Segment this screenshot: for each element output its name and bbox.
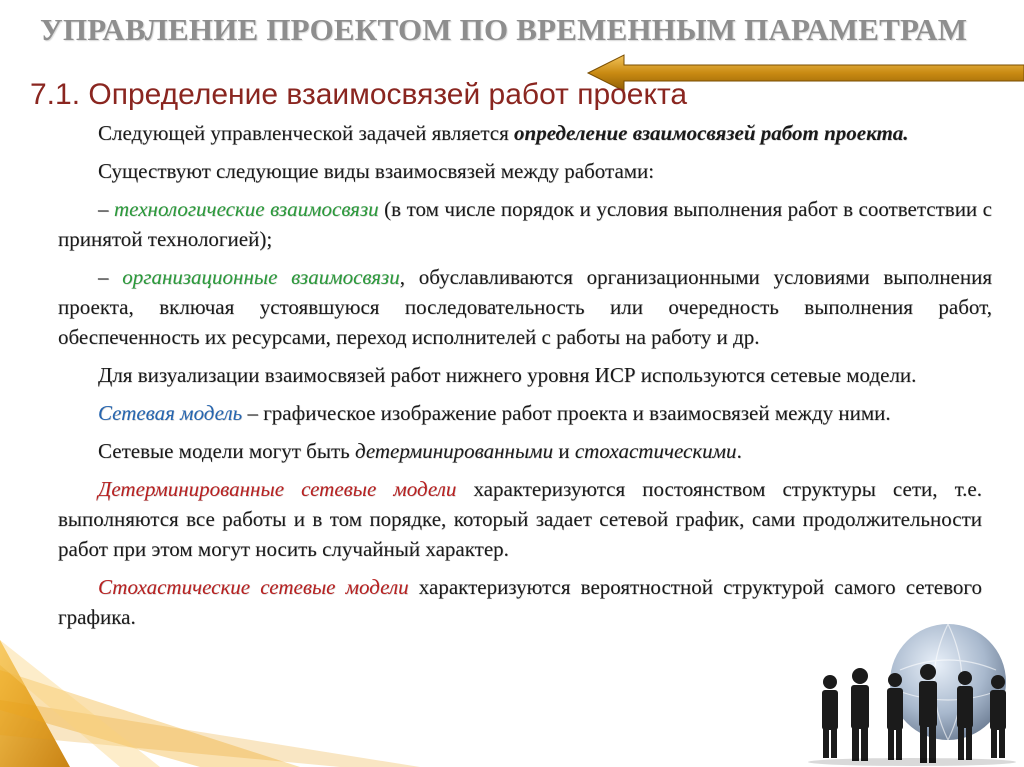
- text-run: характеризуются постоянством структуры сети, т.е. выполняются все работы и в том порядке, который задает сетевой график, сами продолжительности работ при этом могут носить случайный характер.: [58, 477, 982, 561]
- text-run: .: [736, 439, 742, 463]
- term-network-model: Сетевая модель: [98, 401, 243, 425]
- text-run: – графическое изображение работ проекта и взаимосвязей между ними.: [242, 401, 891, 425]
- term-organizational: организационные взаимосвязи: [122, 265, 400, 289]
- dash: –: [98, 265, 123, 289]
- text-run: Существуют следующие виды взаимосвязей между работами:: [98, 159, 655, 183]
- term-stochastic: стохастическими: [574, 439, 737, 463]
- body-text: [58, 118, 992, 640]
- main-title: УПРАВЛЕНИЕ ПРОЕКТОМ ПО ВРЕМЕННЫМ ПАРАМЕТРАМ: [40, 12, 968, 47]
- paragraph-technological: [58, 194, 992, 254]
- text-run: , обуславливаются организационными условиями выполнения проекта, включая устоявшуюся последовательность или очередность выполнения работ, обеспеченность их ресурсами, переход исполнителей с работы на работу и др.: [58, 265, 993, 349]
- paragraph-model-kinds: [58, 436, 992, 466]
- paragraph-deterministic: [58, 474, 992, 564]
- text-run: характеризуются вероятностной структурой самого сетевого графика.: [58, 575, 982, 629]
- text-run: Сетевые модели могут быть: [98, 439, 355, 463]
- text-run: Следующей управленческой задачей является: [98, 121, 515, 145]
- term-technological: технологические взаимосвязи: [114, 197, 379, 221]
- gold-stripes-decoration: [0, 640, 420, 767]
- term-deterministic-models: Детерминированные сетевые модели: [98, 477, 457, 501]
- term-stochastic-models: Стохастические сетевые модели: [98, 575, 409, 599]
- text-run: (в том числе порядок и условия выполнения работ в соответствии с принятой технологией);: [58, 197, 993, 251]
- section-subtitle: 7.1. Определение взаимосвязей работ проекта: [30, 78, 688, 111]
- paragraph-visualization: [58, 360, 992, 390]
- business-people-globe-icon: [800, 620, 1024, 767]
- paragraph-organizational: [58, 262, 992, 352]
- paragraph-intro: [58, 118, 992, 148]
- paragraph-types: [58, 156, 992, 186]
- emphasis-term: определение взаимосвязей работ проекта.: [514, 121, 909, 145]
- dash: –: [98, 197, 115, 221]
- term-deterministic: детерминированными: [354, 439, 554, 463]
- paragraph-network-model: [58, 398, 992, 428]
- text-run: и: [553, 439, 575, 463]
- text-run: Для визуализации взаимосвязей работ нижнего уровня ИСР используются сетевые модели.: [98, 363, 917, 387]
